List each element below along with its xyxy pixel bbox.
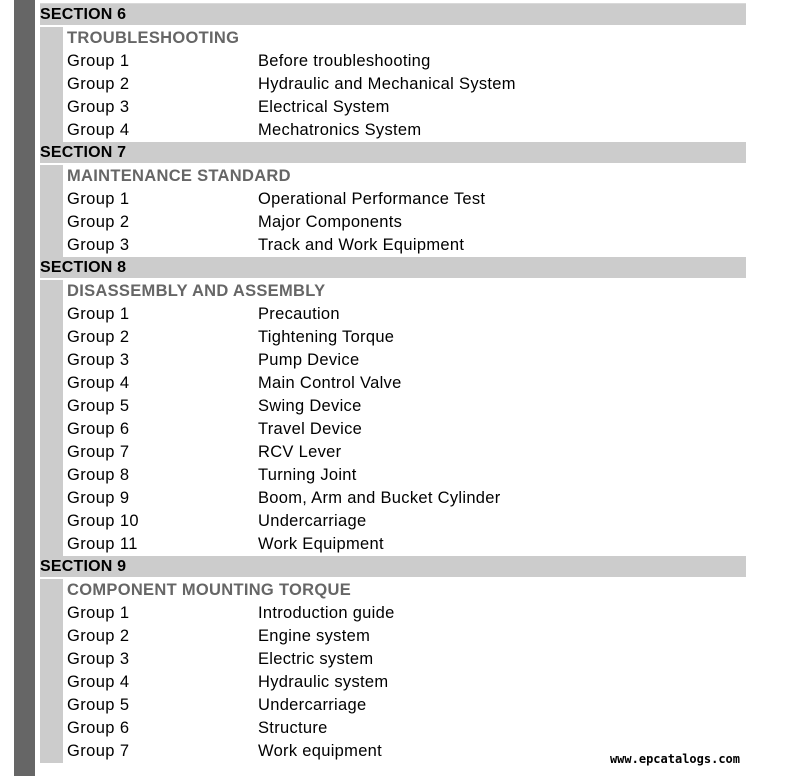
- group-row: [67, 96, 737, 119]
- group-row: [67, 441, 737, 464]
- indent-bar: [40, 280, 63, 556]
- section-title: TROUBLESHOOTING: [67, 29, 240, 47]
- group-row: [67, 211, 737, 234]
- group-row: [67, 418, 737, 441]
- group-number: Group 5: [67, 696, 130, 714]
- group-number: Group 2: [67, 213, 130, 231]
- group-description: Tightening Torque: [258, 328, 395, 346]
- group-number: Group 6: [67, 420, 130, 438]
- group-description: Main Control Valve: [258, 374, 402, 392]
- group-row: [67, 487, 737, 510]
- indent-bar: [40, 27, 63, 142]
- group-number: Group 1: [67, 190, 130, 208]
- section-header: SECTION 6: [40, 4, 746, 25]
- group-row: [67, 694, 737, 717]
- group-description: Hydraulic and Mechanical System: [258, 75, 516, 93]
- section-header: SECTION 7: [40, 142, 746, 163]
- group-row: [67, 234, 737, 257]
- group-number: Group 6: [67, 719, 130, 737]
- group-row: [67, 648, 737, 671]
- group-row: [67, 372, 737, 395]
- group-number: Group 10: [67, 512, 139, 530]
- group-number: Group 7: [67, 443, 130, 461]
- group-row: [67, 533, 737, 556]
- section-title: COMPONENT MOUNTING TORQUE: [67, 581, 352, 599]
- group-description: Precaution: [258, 305, 340, 323]
- group-row: [67, 671, 737, 694]
- group-description: Travel Device: [258, 420, 363, 438]
- watermark: www.epcatalogs.com: [609, 752, 740, 766]
- group-number: Group 4: [67, 374, 130, 392]
- group-number: Group 1: [67, 604, 130, 622]
- group-number: Group 11: [67, 535, 138, 553]
- group-number: Group 3: [67, 98, 130, 116]
- group-description: Boom, Arm and Bucket Cylinder: [258, 489, 501, 507]
- group-row: [67, 602, 737, 625]
- group-description: Structure: [258, 719, 328, 737]
- group-description: Work equipment: [258, 742, 383, 760]
- group-description: Work Equipment: [258, 535, 384, 553]
- group-row: [67, 303, 737, 326]
- group-number: Group 4: [67, 673, 130, 691]
- indent-bar: [40, 579, 63, 763]
- group-row: [67, 73, 737, 96]
- group-description: Undercarriage: [258, 696, 367, 714]
- section-body: [40, 25, 746, 142]
- group-number: Group 3: [67, 236, 130, 254]
- group-row: [67, 395, 737, 418]
- group-row: [67, 188, 737, 211]
- group-number: Group 5: [67, 397, 130, 415]
- group-number: Group 3: [67, 351, 130, 369]
- group-row: [67, 50, 737, 73]
- group-number: Group 2: [67, 627, 130, 645]
- group-number: Group 2: [67, 75, 130, 93]
- group-number: Group 3: [67, 650, 130, 668]
- section-header: SECTION 9: [40, 556, 746, 577]
- group-number: Group 4: [67, 121, 130, 139]
- group-row: [67, 510, 737, 533]
- section-body: [40, 278, 746, 556]
- group-description: Hydraulic system: [258, 673, 389, 691]
- group-description: Major Components: [258, 213, 403, 231]
- group-number: Group 1: [67, 305, 130, 323]
- group-description: Mechatronics System: [258, 121, 422, 139]
- group-description: Turning Joint: [258, 466, 357, 484]
- group-description: Introduction guide: [258, 604, 395, 622]
- group-description: Before troubleshooting: [258, 52, 431, 70]
- group-row: [67, 717, 737, 740]
- group-description: Pump Device: [258, 351, 360, 369]
- group-description: Electrical System: [258, 98, 390, 116]
- group-number: Group 7: [67, 742, 130, 760]
- group-description: Operational Performance Test: [258, 190, 486, 208]
- left-margin-bar: [14, 0, 35, 776]
- section-title: DISASSEMBLY AND ASSEMBLY: [67, 282, 326, 300]
- group-description: RCV Lever: [258, 443, 342, 461]
- group-number: Group 9: [67, 489, 130, 507]
- group-row: [67, 625, 737, 648]
- section-title: MAINTENANCE STANDARD: [67, 167, 291, 185]
- group-row: [67, 119, 737, 142]
- group-number: Group 1: [67, 52, 130, 70]
- section-body: [40, 577, 746, 763]
- group-description: Engine system: [258, 627, 371, 645]
- group-row: [67, 326, 737, 349]
- group-row: [67, 464, 737, 487]
- group-number: Group 8: [67, 466, 130, 484]
- group-description: Swing Device: [258, 397, 362, 415]
- group-row: [67, 349, 737, 372]
- group-description: Track and Work Equipment: [258, 236, 465, 254]
- section-header: SECTION 8: [40, 257, 746, 278]
- group-description: Electric system: [258, 650, 374, 668]
- section-body: [40, 163, 746, 257]
- group-description: Undercarriage: [258, 512, 367, 530]
- group-number: Group 2: [67, 328, 130, 346]
- indent-bar: [40, 165, 63, 257]
